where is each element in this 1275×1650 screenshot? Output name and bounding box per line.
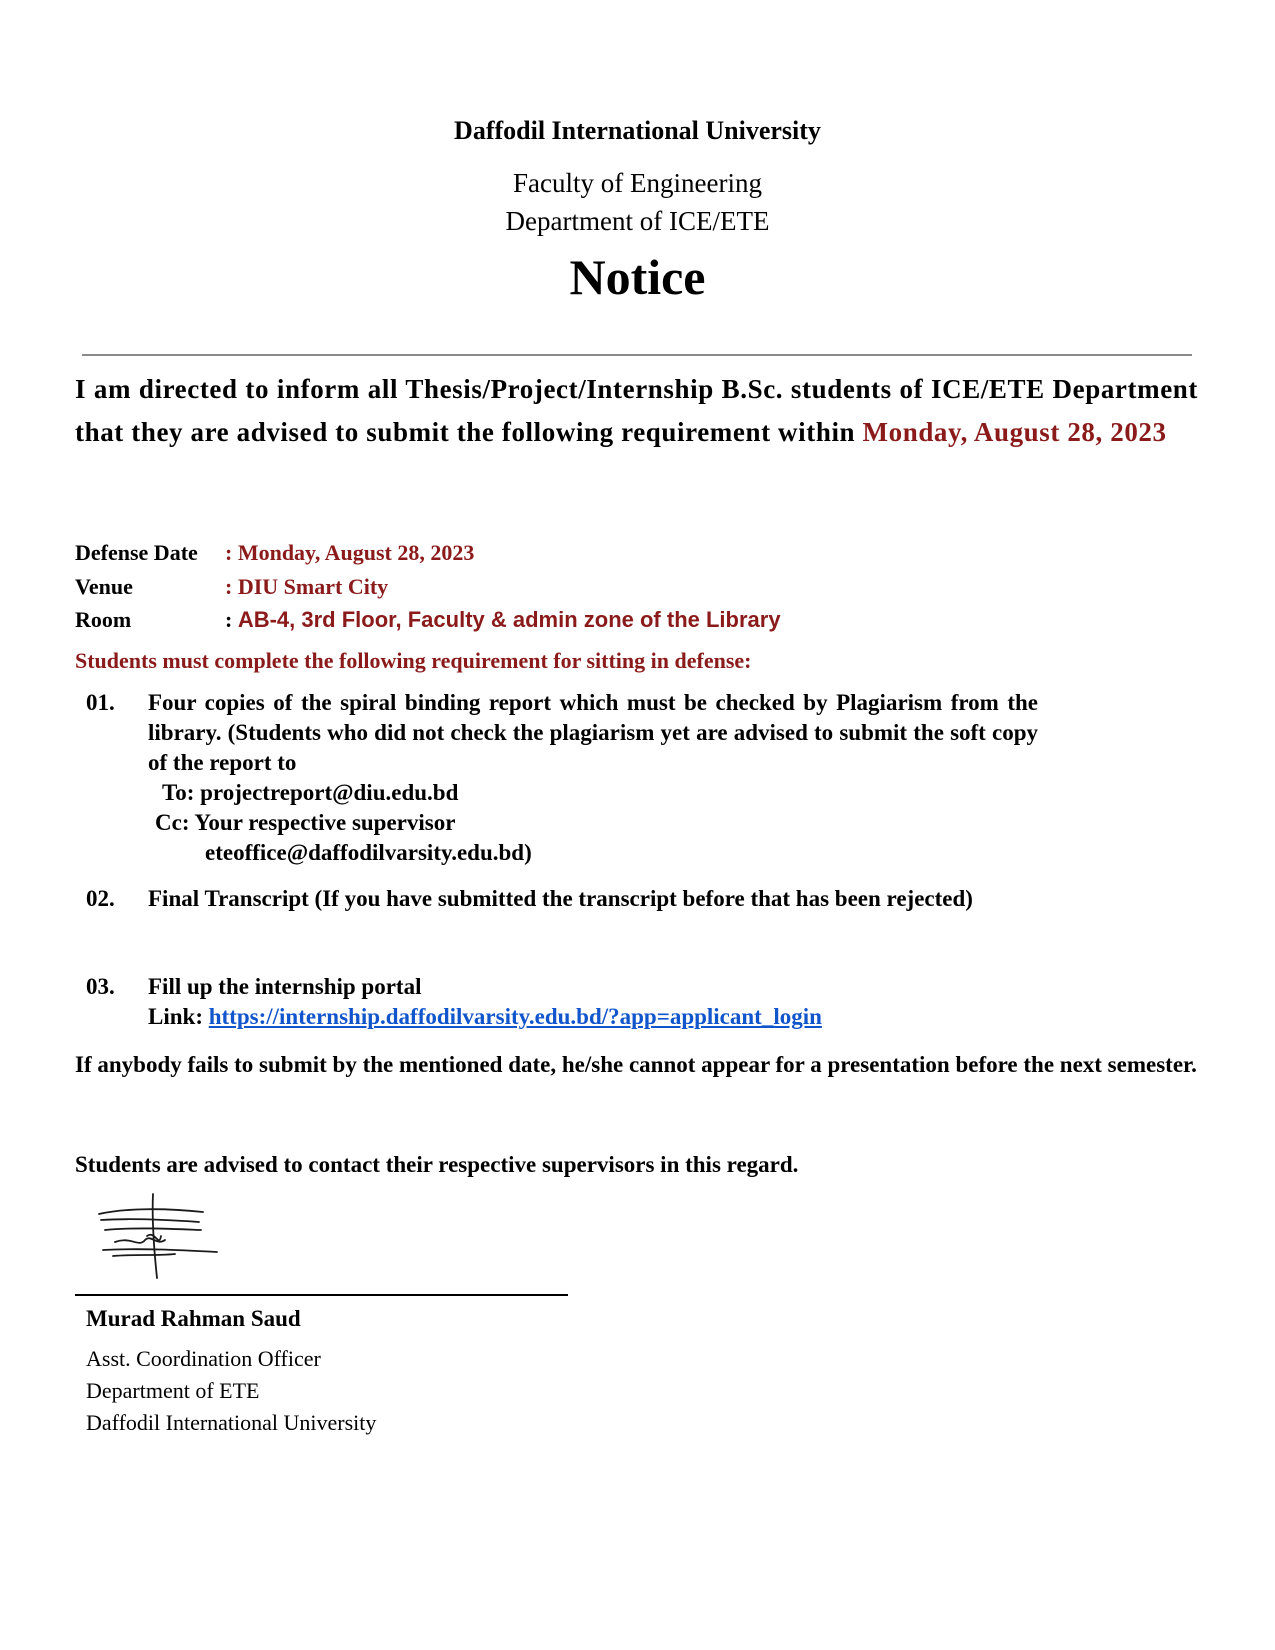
- signer-name: Murad Rahman Saud: [86, 1306, 301, 1331]
- page-title: Notice: [569, 249, 706, 305]
- email-cc-address: eteoffice@daffodilvarsity.edu.bd): [205, 840, 532, 865]
- defense-date-label: Defense Date: [75, 540, 198, 565]
- handwritten-signature: [95, 1190, 225, 1280]
- room-value: AB-4, 3rd Floor, Faculty & admin zone of the Library: [237, 607, 781, 632]
- signature-line: [75, 1294, 568, 1296]
- venue-label: Venue: [75, 574, 133, 599]
- requirement-number: 02.: [86, 886, 115, 911]
- defense-date-value: : Monday, August 28, 2023: [225, 540, 475, 565]
- venue-value: : DIU Smart City: [225, 574, 389, 599]
- room-colon: :: [225, 607, 238, 632]
- department-name: Department of ICE/ETE: [505, 206, 770, 236]
- requirement-text: Fill up the internship portal: [148, 974, 422, 999]
- email-to-line: To: projectreport@diu.edu.bd: [162, 780, 459, 805]
- defense-date-row: [75, 540, 474, 566]
- signer-university: Daffodil International University: [86, 1410, 377, 1435]
- room-label: Room: [75, 607, 132, 632]
- advice-paragraph: Students are advised to contact their respective supervisors in this regard.: [75, 1152, 799, 1177]
- portal-link-line: [148, 1002, 1038, 1032]
- faculty-name: Faculty of Engineering: [513, 168, 762, 198]
- venue-row: [75, 574, 388, 600]
- requirement-heading: Students must complete the following requirement for sitting in defense:: [75, 648, 752, 673]
- signer-role: Asst. Coordination Officer: [86, 1346, 321, 1371]
- link-label: Link:: [148, 1004, 209, 1029]
- requirement-number: 01.: [86, 690, 115, 715]
- internship-portal-link[interactable]: https://internship.daffodilvarsity.edu.bd/?app=applicant_login: [208, 1004, 822, 1029]
- email-cc-line: Cc: Your respective supervisor: [155, 810, 456, 835]
- requirement-number: 03.: [86, 974, 115, 999]
- warning-paragraph: If anybody fails to submit by the mentioned date, he/she cannot appear for a presentation before the next semester.: [75, 1052, 1197, 1077]
- signer-department: Department of ETE: [86, 1378, 260, 1403]
- intro-deadline: Monday, August 28, 2023: [862, 417, 1167, 447]
- room-row: [75, 607, 781, 633]
- header-divider: [82, 354, 1192, 356]
- intro-text: I am directed to inform all Thesis/Project/Internship B.Sc. students of ICE/ETE Department that they are advised to submit the following requirement within: [75, 374, 1198, 447]
- university-name: Daffodil International University: [454, 116, 821, 145]
- requirement-text: Four copies of the spiral binding report which must be checked by Plagiarism from the library. (Students who did not check the plagiarism yet are advised to submit the soft copy of the report to: [148, 690, 1038, 775]
- intro-paragraph: [75, 368, 1198, 454]
- requirement-text: Final Transcript (If you have submitted the transcript before that has been rejected): [148, 886, 973, 911]
